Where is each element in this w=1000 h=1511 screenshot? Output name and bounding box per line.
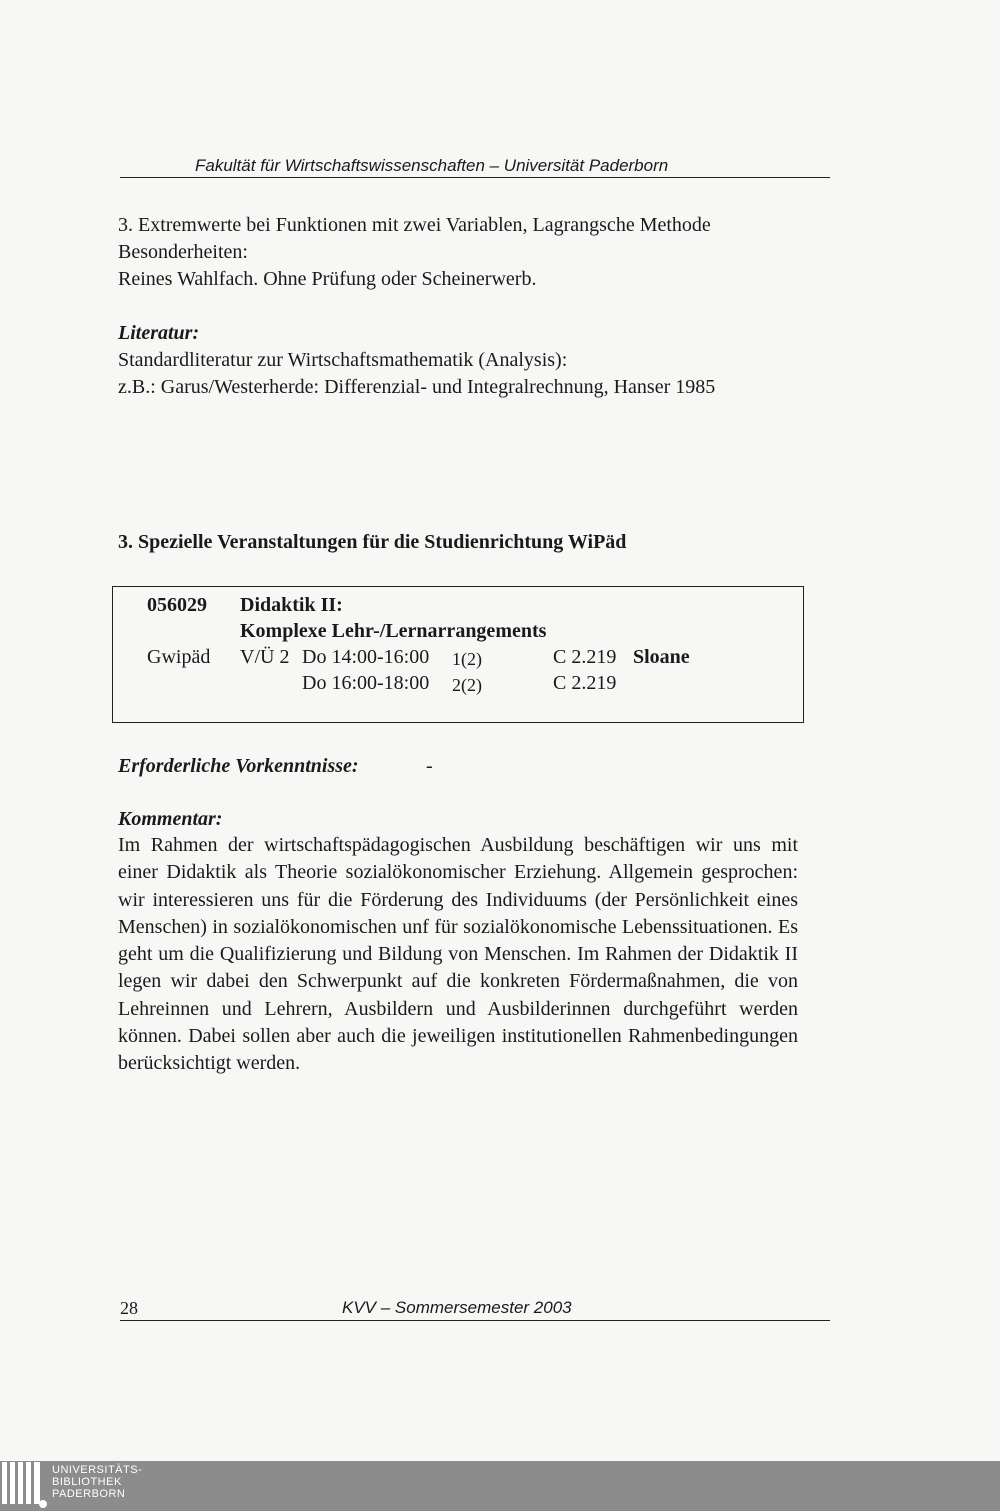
literature-heading: Literatur:	[118, 322, 200, 344]
literature-line-2: z.B.: Garus/Westerherde: Differenzial- und Integralrechnung, Hanser 1985	[118, 376, 716, 398]
library-line-2: BIBLIOTHEK	[52, 1476, 122, 1488]
session-2-room: C 2.219	[553, 672, 617, 694]
literature-line-1: Standardliteratur zur Wirtschaftsmathematik (Analysis):	[118, 349, 568, 371]
library-logo-text	[52, 1464, 142, 1500]
session-2-time: Do 16:00-18:00	[302, 672, 430, 694]
course-title-1: Didaktik II:	[240, 594, 343, 616]
course-program: Gwipäd	[147, 646, 211, 668]
prerequisites-label: Erforderliche Vorkenntnisse:	[118, 755, 359, 777]
section-heading: 3. Spezielle Veranstaltungen für die Studienrichtung WiPäd	[118, 531, 627, 553]
session-1-time: Do 14:00-16:00	[302, 646, 430, 668]
commentary-heading: Kommentar:	[118, 808, 223, 830]
course-type: V/Ü 2	[240, 646, 290, 668]
page-header	[120, 155, 830, 178]
footer-title: KVV – Sommersemester 2003	[342, 1298, 572, 1317]
commentary-text	[118, 832, 798, 1078]
page-number: 28	[120, 1298, 138, 1318]
intro-line-2: Besonderheiten:	[118, 241, 248, 263]
library-line-3: PADERBORN	[52, 1488, 126, 1500]
header-title: Fakultät für Wirtschaftswissenschaften – Universität Paderborn	[195, 156, 669, 175]
session-1-lecturer: Sloane	[633, 646, 690, 668]
library-line-1: UNIVERSITÄTS-	[52, 1464, 143, 1476]
page-footer	[120, 1298, 830, 1321]
session-1-room: C 2.219	[553, 646, 617, 668]
intro-line-3: Reines Wahlfach. Ohne Prüfung oder Scheinerwerb.	[118, 268, 537, 290]
library-bar	[0, 1461, 1000, 1511]
commentary-paragraph: Im Rahmen der wirtschaftspädagogischen Ausbildung beschäftigen wir uns mit einer Didaktik als Theorie sozialökonomischer Erziehung. Allgemein gesprochen: wir interessieren uns für die Förderung des Individuums (der Persönlichkeit eines Menschen) in sozialökonomischen unf für sozialökonomische Lebenssituationen. Es geht um die Qualifizierung und Bildung von Menschen. Im Rahmen der Didaktik II legen wir dabei den Schwerpunkt auf die konkreten Fördermaßnahmen, die von Lehreinnen und Lehrern, Ausbildern und Ausbilderinnen durchgeführt werden können. Dabei sollen aber auch die jeweiligen institutionellen Rahmenbedingungen berücksichtigt werden.	[118, 834, 798, 1075]
session-2-group: 2(2)	[452, 675, 482, 695]
course-box	[112, 586, 804, 723]
prerequisites-value: -	[426, 755, 433, 777]
course-title-2: Komplexe Lehr-/Lernarrangements	[240, 620, 547, 642]
session-1-group: 1(2)	[452, 649, 482, 669]
course-number: 056029	[147, 594, 207, 616]
intro-line-1: 3. Extremwerte bei Funktionen mit zwei Variablen, Lagrangsche Methode	[118, 214, 711, 236]
library-logo-icon	[2, 1462, 46, 1509]
